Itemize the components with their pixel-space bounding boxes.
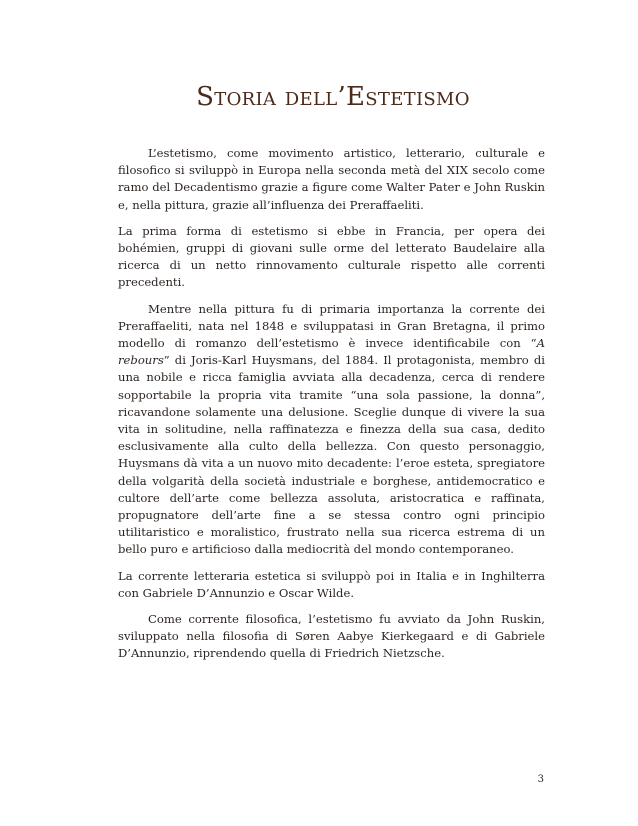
book-title-a-rebours: A rebours [118, 336, 545, 368]
page-number: 3 [537, 774, 544, 785]
paragraph-3-text-a: Mentre nella pittura fu di primaria importanza la corrente dei Preraffaeliti, nata nel 1848 e sviluppatasi in Gran Bretagna, il primo modello di romanzo dell’estetismo è invece identificabile con “ [118, 301, 545, 351]
page-title: Storia dell’Estetismo [196, 82, 470, 112]
paragraph-3-text-b: ” di Joris-Karl Huysmans, del 1884. Il protagonista, membro di una nobile e ricca famiglia avviata alla decadenza, cerca di rendere sopportabile la propria vita tramite “una sola passione, la donna”, ricavandone solamente una delusione. Sceglie dunque di vivere la sua vita in solitudine, nella raffinatezza e finezza della sua casa, dedito esclusivamente alla culto della bellezza. Con questo personaggio, Huysmans dà vita a un nuovo mito decadente: l’eroe esteta, spregiatore della volgarità della società industriale e borghese, antidemocratico e cultore dell’arte come bellezza assoluta, aristocratica e raffinata, propugnatore dell’arte fine a se stessa contro ogni principio utilitaristico e moralistico, frustrato nella sua ricerca estrema di un bello puro e artificioso dalla mediocrità del mondo contemporaneo. [118, 353, 545, 557]
paragraph-5: Come corrente filosofica, l’estetismo fu avviato da John Ruskin, sviluppato nella filosofia di Søren Aabye Kierkegaard e di Gabriele D’Annunzio, riprendendo quella di Friedrich Nietzsche. [118, 612, 545, 661]
body-text [118, 145, 545, 672]
paragraph-2: La prima forma di estetismo si ebbe in Francia, per opera dei bohémien, gruppi di giovani sulle orme del letterato Baudelaire alla ricerca di un netto rinnovamento culturale rispetto alle correnti precedenti. [118, 223, 545, 290]
paragraph-4: La corrente letteraria estetica si sviluppò poi in Italia e in Inghilterra con Gabriele D’Annunzio e Oscar Wilde. [118, 568, 545, 600]
paragraph-3 [118, 301, 545, 559]
paragraph-1: L’estetismo, come movimento artistico, letterario, culturale e filosofico si sviluppò in Europa nella seconda metà del XIX secolo come ramo del Decadentismo grazie a figure come Walter Pater e John Ruskin e, nella pittura, grazie all’influenza dei Preraffaeliti. [118, 146, 545, 212]
